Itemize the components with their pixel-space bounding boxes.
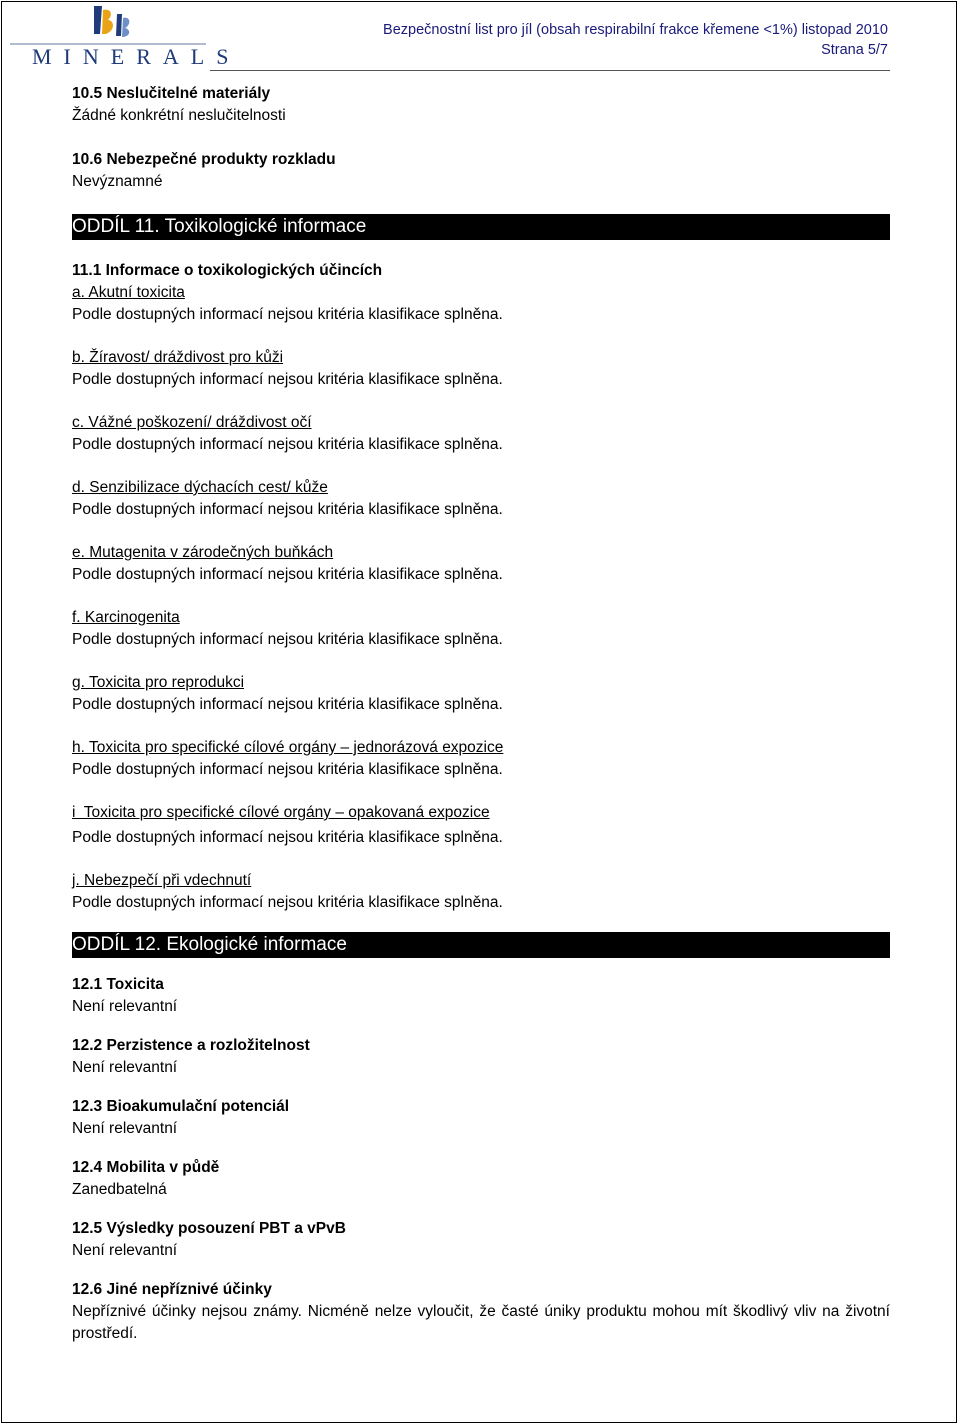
eco-text: Není relevantní [72, 1242, 178, 1259]
tox-item-label: d. Senzibilizace dýchacích cest/ kůže [72, 479, 328, 496]
tox-item-text: Podle dostupných informací nejsou kritéria klasifikace splněna. [72, 306, 503, 323]
tox-item-label: g. Toxicita pro reprodukci [72, 674, 245, 691]
section-11-1-heading: 11.1 Informace o toxikologických účincích [72, 262, 383, 279]
eco-heading: 12.4 Mobilita v půdě [72, 1159, 220, 1176]
tox-item-label: j. Nebezpečí při vdechnutí [72, 872, 252, 889]
eco-text: Nepříznivé účinky nejsou známy. Nicméně nelze vyloučit, že časté úniky produktu mohou mít škodlivý vliv na životní prostředí. [72, 1303, 890, 1342]
page-number: Strana 5/7 [821, 42, 888, 58]
tox-item-label: a. Akutní toxicita [72, 284, 185, 301]
tox-item-b [72, 347, 890, 391]
eco-heading: 12.1 Toxicita [72, 976, 164, 993]
section-10-6-heading: 10.6 Nebezpečné produkty rozkladu [72, 151, 336, 168]
eco-heading: 12.6 Jiné nepříznivé účinky [72, 1281, 272, 1298]
tox-item-label: c. Vážné poškození/ dráždivost očí [72, 414, 312, 431]
eco-heading: 12.3 Bioakumulační potenciál [72, 1098, 290, 1115]
tox-item-d [72, 477, 890, 521]
tox-item-e [72, 542, 890, 586]
tox-item-h [72, 737, 890, 781]
section-10-6-text: Nevýznamné [72, 173, 163, 190]
tox-item-label: e. Mutagenita v zárodečných buňkách [72, 544, 334, 561]
tox-item-label: i Toxicita pro specifické cílové orgány – opakovaná expozice [72, 804, 490, 821]
tox-item-g [72, 672, 890, 716]
tox-item-label: b. Žíravost/ dráždivost pro kůži [72, 349, 284, 366]
tox-item-label: h. Toxicita pro specifické cílové orgány – jednorázová expozice [72, 739, 504, 756]
tox-item-j [72, 870, 890, 914]
document-title: Bezpečnostní list pro jíl (obsah respirabilní frakce křemene <1%) listopad 2010 [383, 22, 888, 38]
section-10-5-heading: 10.5 Neslučitelné materiály [72, 85, 271, 102]
tox-item-text: Podle dostupných informací nejsou kritéria klasifikace splněna. [72, 696, 503, 713]
document-body [72, 83, 890, 1345]
tox-item-text: Podle dostupných informací nejsou kritéria klasifikace splněna. [72, 501, 503, 518]
eco-heading: 12.5 Výsledky posouzení PBT a vPvB [72, 1220, 346, 1237]
eco-text: Není relevantní [72, 998, 178, 1015]
section-11-bar: ODDÍL 11. Toxikologické informace [72, 214, 890, 240]
eco-text: Zanedbatelná [72, 1181, 167, 1198]
eco-heading: 12.2 Perzistence a rozložitelnost [72, 1037, 310, 1054]
tox-item-text: Podle dostupných informací nejsou kritéria klasifikace splněna. [72, 566, 503, 583]
document-header [383, 20, 888, 60]
section-12-bar: ODDÍL 12. Ekologické informace [72, 932, 890, 958]
minerals-logo [10, 4, 241, 70]
eco-text: Není relevantní [72, 1120, 178, 1137]
tox-item-f [72, 607, 890, 651]
eco-text: Není relevantní [72, 1059, 178, 1076]
tox-item-text: Podle dostupných informací nejsou kritéria klasifikace splněna. [72, 371, 503, 388]
tox-item-text: Podle dostupných informací nejsou kritéria klasifikace splněna. [72, 631, 503, 648]
tox-item-label: f. Karcinogenita [72, 609, 180, 626]
header-divider [210, 70, 890, 71]
tox-item-c [72, 412, 890, 456]
logo-text: MINERALS [32, 44, 241, 69]
tox-item-a [72, 282, 890, 326]
tox-item-text: Podle dostupných informací nejsou kritéria klasifikace splněna. [72, 829, 503, 846]
tox-item-text: Podle dostupných informací nejsou kritéria klasifikace splněna. [72, 894, 503, 911]
tox-item-text: Podle dostupných informací nejsou kritéria klasifikace splněna. [72, 436, 503, 453]
section-10-5-text: Žádné konkrétní neslučitelnosti [72, 107, 286, 124]
tox-item-i [72, 802, 890, 849]
tox-item-text: Podle dostupných informací nejsou kritéria klasifikace splněna. [72, 761, 503, 778]
